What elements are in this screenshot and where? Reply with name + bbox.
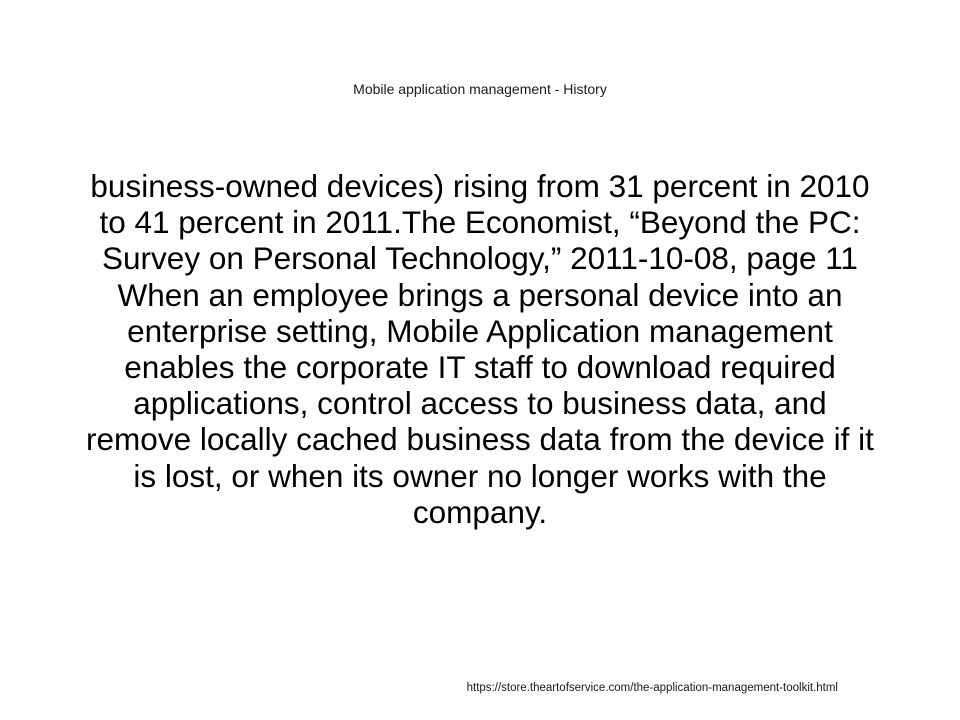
slide-title: Mobile application management - History (353, 81, 607, 97)
footer-url: https://store.theartofservice.com/the-application-management-toolkit.html (466, 682, 838, 694)
slide-body-text: business-owned devices) rising from 31 percent in 2010 to 41 percent in 2011.The Economist, “Beyond the PC: Survey on Personal Technology,” 2011-10-08, page 11 When an employee brings a personal device into an enterprise setting, Mobile Application management enables the corporate IT staff to download required applications, control access to business data, and remove locally cached business data from the device if it is lost, or when its owner no longer works with the company. (86, 168, 874, 530)
